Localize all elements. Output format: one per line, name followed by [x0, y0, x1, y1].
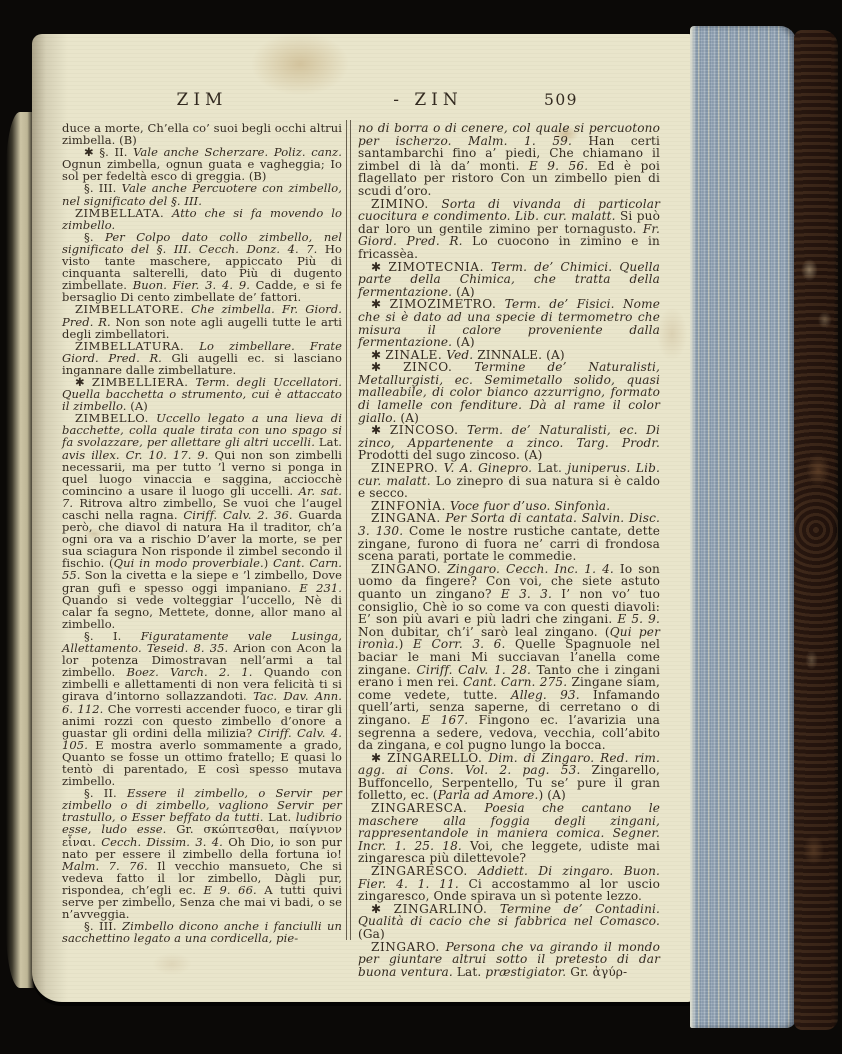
page-number: 509 [543, 91, 579, 109]
dictionary-paragraph: ✱ ZINALE. Ved. ZINNALE. (A) [371, 347, 565, 362]
dictionary-paragraph: ZIMINO. Sorta di vivanda di particolar cuocitura e condimento. Lib. cur. malatt. Si può dar loro un gentile zimino per tornagusto. Fr. Giord. Pred. R. Lo cuocono in zimino e in fricassèa. [358, 196, 660, 261]
book-fore-edge [690, 26, 796, 1028]
dictionary-paragraph: ✱ ZINCO. Termine de’ Naturalisti, Metallurgisti, ec. Semimetallo solido, quasi malleabile, di color bianco azzurrigno, formato di lamelle con fenditure. Dà al rame il color giallo. (A) [358, 360, 660, 425]
facing-page-edge [6, 112, 34, 988]
dictionary-paragraph: ✱ ZIMOTECNIA. Term. de’ Chimici. Quella parte della Chimica, che tratta della fermentazione. (A) [358, 259, 660, 299]
dictionary-paragraph: ✱ §. II. Vale anche Scherzare. Poliz. canz. Ognun zimbella, ognun guata e vagheggia; Io sol per fedeltà esco di greggia. (B) [62, 145, 343, 184]
dictionary-paragraph: ZINGANO. Zingaro. Cecch. Inc. 1. 4. Io son uomo da fingere? Con voi, che siete astuto quanto un zingano? E 3. 3. I’ non vo’ tuo consiglio, Chè io so come va con questi diavoli: E’ son più avari e più ladri che zingani. E 5. 9. Non dubitar, ch’i’ sarò leal zingano. (Qui per ironìa.) E Corr. 3. 6. Quelle Spagnuole nel baciar le mani Mi succiavan l’anella come zingane. Ciriff. Calv. 1. 28. Tanto che i zingani erano i men rei. Cant. Carn. 275. Zingane siam, come vedete, tutte. Alleg. 93. Infamando quell’arti, senza saperne, di cerretano o di zingano. E 167. Fingono ec. l’avarizia una segrenna a sedere, vedova, vecchia, coll’abito da zingana, e col pugno lungo la bocca. [358, 561, 661, 753]
dictionary-paragraph: ZIMBELLO. Uccello legato a una lieva di bacchette, colla quale tirata con uno spago si fa svolazzare, per allettare gli altri uccelli. Lat. avis illex. Cr. 10. 17. 9. Qui non son zimbelli necessarii, ma per tutto ’l verno si ponga in quel luogo vinaccia e saggina, acciocchè comincino a usare il luogo gli uccelli. Ar. sat. 7. Ritrova altro zimbello, Se vuoi che l’augel caschi nella ragna. Ciriff. Calv. 2. 36. Guarda però, che diavol di natura Ha il traditor, ch’a ogni ora va a rischio D’aver la morte, se per sua sciagura Non risponde il zimbel secondo il fischio. (Qui in modo proverbiale.) Cant. Carn. 55. Son la civetta e la siepe e ’l zimbello, Dove gran gufi e spesso oggi impaniano. E 231. Quando si vede volteggiar l’uccello, Nè di calar fa segno, Mettete, donne, allor mano al zimbello. [62, 411, 342, 631]
dictionary-paragraph: §. III. Zimbello dicono anche i fanciulli un sacchettino legato a una cordicella, pie- [62, 919, 342, 946]
dictionary-paragraph: ✱ ZIMBELLIERA. Term. degli Uccellatori. Quella bacchetta o strumento, cui è attaccato il zimbello. (A) [62, 374, 342, 414]
running-title-left: ZIM [176, 90, 228, 110]
dictionary-paragraph: ZINGANA. Per Sorta di cantata. Salvin. Disc. 3. 130. Come le nostre rustiche cantate, dette zingane, furono di fuora ne’ carri di frondosa scena parati, portate le commedie. [358, 511, 660, 564]
dictionary-paragraph: §. II. Essere il zimbello, o Servir per zimbello o di zimbello, vagliono Servir per trastullo, o Esser beffato da tutti. Lat. ludibrio esse, ludo esse. Gr. σκώπτεσθαι, παίγνιον εἶναι. Cecch. Dissim. 3. 4. Oh Dio, io son pur nato per essere il zimbello della fortuna io! Malm. 7. 76. Il vecchio mansueto, Che si vedeva fatto il lor zimbello, Dàgli pur, rispondea, ch’egli ec. E 9. 66. A tutti quivi serve per zimbello, Senza che mai vi badi, o se n’avveggia. [62, 786, 343, 922]
column-left [62, 121, 343, 946]
dictionary-paragraph: §. I. Figuratamente vale Lusinga, Allettamento. Teseid. 8. 35. Arion con Acon la lor potenza Dimostravan nell’armi a tal zimbello. Boez. Varch. 2. 1. Quando con zimbelli e allettamenti di non vera felicità ti si girava d’intorno sollazzandoti. Tac. Dav. Ann. 6. 112. Che vorresti accender fuoco, e tirar gli animi rozzi con questo zimbello d’onore a guastar gli ordini della milizia? Ciriff. Calv. 4. 105. E mostra averlo sommamente a grado, Quanto se fosse un ottimo fratello; E quasi lo tentò di parentado, E così spesso mutava zimbello. [62, 628, 342, 789]
dictionary-paragraph: ZINFONÌA. Voce fuor d’uso. Sinfonìa. [371, 498, 611, 513]
dictionary-paragraph: ✱ ZIMOZIMETRO. Term. de’ Fisici. Nome che si è dato ad una specie di termometro che misura il calore proveniente dalla fermentazione. (A) [358, 297, 660, 350]
book-cover-edge [794, 30, 838, 1030]
dictionary-paragraph: ✱ ZINGARLINO. Termine de’ Contadini. Qualità di cacio che si fabbrica nel Comasco. (Ga) [358, 901, 660, 941]
dictionary-paragraph: ZIMBELLATURA. Lo zimbellare. Frate Giord. Pred. R. Gli augelli ec. si lasciano ingannare dalle zimbellature. [62, 338, 342, 377]
dictionary-paragraph: §. Per Colpo dato collo zimbello, nel significato del §. III. Cecch. Donz. 4. 7. Ho visto tante maschere, appiccato Più di cinquanta salterelli, dato Più di dugento zimbellate. Buon. Fier. 3. 4. 9. Cadde, e si fe bersaglio Di cento zimbellate de’ fattori. [62, 229, 342, 305]
dictionary-paragraph: §. III. Vale anche Percuotere con zimbello, nel significato del §. III. [62, 181, 343, 208]
dictionary-paragraph: ZIMBELLATA. Atto che si fa movendo lo zimbello. [62, 205, 342, 232]
dictionary-paragraph: duce a morte, Ch’ella co’ suoi begli occhi altrui zimbella. (B) [62, 121, 342, 148]
dictionary-paragraph: ZINGARESCO. Addiett. Di zingaro. Buon. Fier. 4. 1. 11. Ci accostammo al lor uscio zingaresco, Onde spirava un sì potente lezzo. [358, 864, 660, 904]
dictionary-paragraph: ✱ ZINGARELLO. Dim. di Zingaro. Red. rim. agg. ai Cons. Vol. 2. pag. 53. Zingarello, Buffoncello, Serpentello, Tu se’ pure il gran folletto, ec. (Parla ad Amore.) (A) [358, 750, 660, 803]
column-right [358, 121, 661, 979]
dictionary-paragraph: ZINGARESCA. Poesia che cantano le maschere alla foggia degli zingani, rappresentandole in maniera comica. Segner. Incr. 1. 25. 18. Voi, che leggete, udiste mai zingaresca più dilettevole? [358, 801, 660, 866]
dictionary-paragraph: ✱ ZINCOSO. Term. de’ Naturalisti, ec. Di zinco, Appartenente a zinco. Targ. Prodr. Prodotti del sugo zincoso. (A) [358, 423, 660, 463]
dictionary-paragraph: ZINEPRO. V. A. Ginepro. Lat. juniperus. Lib. cur. malatt. Lo zinepro di sua natura si è caldo e secco. [358, 461, 661, 501]
book-page [32, 34, 692, 1002]
dictionary-paragraph: ZINGARO. Persona che va girando il mondo per giuntare altrui sotto il pretesto di dar buona ventura. Lat. præstigiator. Gr. ἀγύρ- [358, 939, 660, 979]
dictionary-paragraph: ZIMBELLATORE. Che zimbella. Fr. Giord. Pred. R. Non son note agli augelli tutte le arti degli zimbellatori. [62, 302, 343, 341]
dictionary-paragraph: no di borra o di cenere, col quale si percuotono per ischerzo. Malm. 1. 59. Han certi santambarchi fino a’ piedi, Che chiamano il zimbel di là da’ monti. E 9. 56. Ed è poi flagellato per ristoro Con un zimbello pien di scudi d’oro. [358, 121, 660, 198]
running-title-right: - ZIN [393, 90, 463, 110]
column-divider [346, 120, 351, 940]
